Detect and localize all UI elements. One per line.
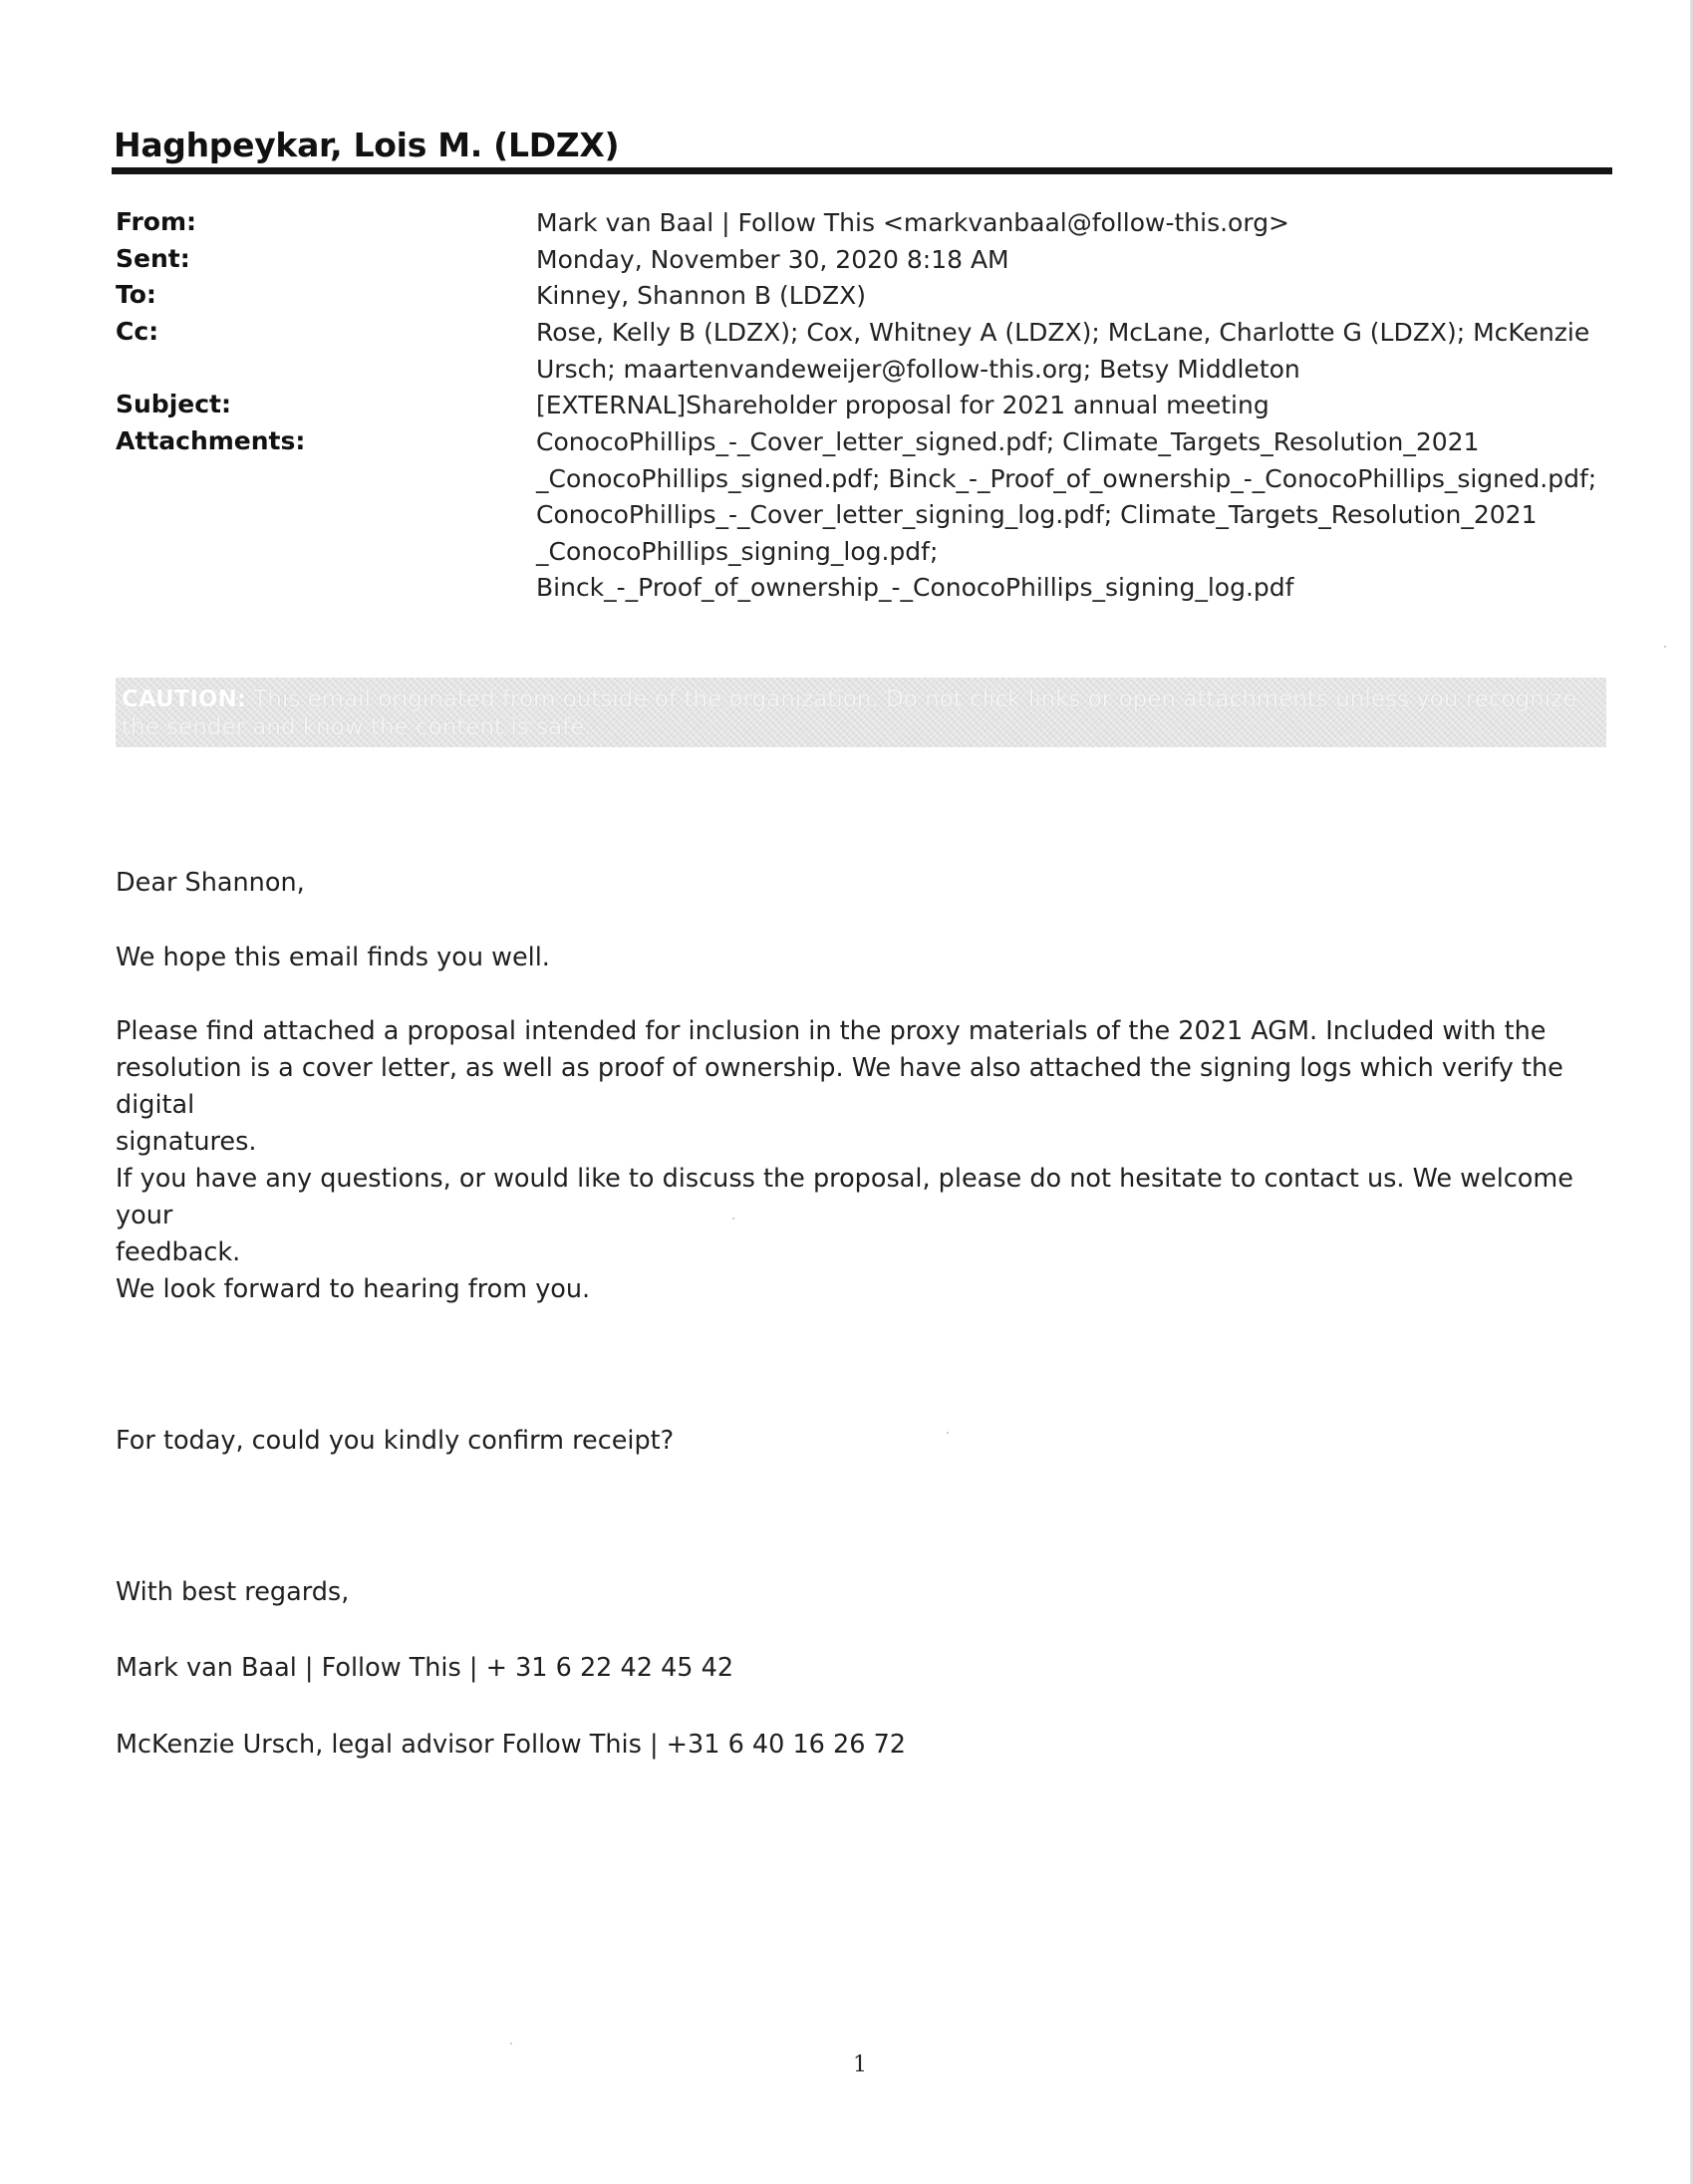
paragraph-2	[116, 1013, 1630, 1161]
attachment-line: _ConocoPhillips_signed.pdf; Binck_-_Proof_of_ownership_-_ConocoPhillips_signed.pdf;	[536, 463, 1597, 493]
paragraph-line: Please find attached a proposal intended for inclusion in the proxy materials of the 2021 AGM. Included with the	[116, 1016, 1547, 1046]
from-value	[536, 205, 1614, 242]
caution-message: This email originated from outside of the organization. Do not click links or open attachments unless you recognize the sender and know the content is safe.	[122, 686, 1577, 740]
external-caution-banner	[116, 678, 1606, 747]
to-value	[536, 278, 1614, 315]
paragraph-5: For today, could you kindly confirm receipt?	[116, 1426, 675, 1456]
subject-label: Subject:	[116, 390, 231, 418]
sent-label: Sent:	[116, 244, 190, 273]
scan-speck	[947, 1432, 949, 1434]
page-edge	[1690, 0, 1694, 2184]
signature-mckenzie-ursch: McKenzie Ursch, legal advisor Follow This | +31 6 40 16 26 72	[116, 1730, 907, 1760]
signature-mark-van-baal: Mark van Baal | Follow This | + 31 6 22 42 45 42	[116, 1653, 734, 1683]
attachment-line: Binck_-_Proof_of_ownership_-_ConocoPhillips_signing_log.pdf	[536, 573, 1294, 602]
sent-line: Monday, November 30, 2020 8:18 AM	[536, 245, 1009, 274]
paragraph-3	[116, 1161, 1630, 1271]
paragraph-4: We look forward to hearing from you.	[116, 1274, 591, 1304]
subject-line: [EXTERNAL]Shareholder proposal for 2021 annual meeting	[536, 391, 1270, 419]
header-rule	[112, 167, 1612, 174]
cc-value	[536, 315, 1614, 388]
attachment-line: ConocoPhillips_-_Cover_letter_signing_log.pdf; Climate_Targets_Resolution_2021	[536, 500, 1538, 529]
page-number: 1	[853, 2052, 867, 2077]
cc-line: Rose, Kelly B (LDZX); Cox, Whitney A (LDZX); McLane, Charlotte G (LDZX); McKenzie	[536, 318, 1590, 347]
cc-label: Cc:	[116, 317, 159, 346]
scan-speck	[732, 1218, 734, 1220]
cc-line: Ursch; maartenvandeweijer@follow-this.org; Betsy Middleton	[536, 354, 1300, 384]
greeting: Dear Shannon,	[116, 868, 305, 898]
paragraph-line: signatures.	[116, 1127, 257, 1157]
from-line: Mark van Baal | Follow This <markvanbaal@follow-this.org>	[536, 208, 1290, 237]
mailbox-owner-name: Haghpeykar, Lois M. (LDZX)	[114, 126, 620, 164]
paragraph-1: We hope this email finds you well.	[116, 943, 550, 972]
paragraph-line: resolution is a cover letter, as well as proof of ownership. We have also attached the signing logs which verify the digital	[116, 1053, 1563, 1120]
to-label: To:	[116, 280, 156, 309]
from-label: From:	[116, 207, 197, 236]
scan-speck	[1664, 646, 1666, 648]
attachment-line: _ConocoPhillips_signing_log.pdf;	[536, 536, 939, 566]
paragraph-line: If you have any questions, or would like to discuss the proposal, please do not hesitate to contact us. We welcome your	[116, 1164, 1573, 1230]
scan-speck	[510, 2043, 512, 2045]
sent-value	[536, 242, 1614, 279]
caution-text	[122, 685, 1596, 741]
attachments-label: Attachments:	[116, 426, 306, 455]
caution-label: CAUTION:	[122, 686, 246, 712]
attachments-value	[536, 424, 1614, 607]
paragraph-line: feedback.	[116, 1237, 241, 1267]
subject-value	[536, 388, 1614, 424]
closing: With best regards,	[116, 1577, 350, 1607]
attachment-line: ConocoPhillips_-_Cover_letter_signed.pdf; Climate_Targets_Resolution_2021	[536, 427, 1480, 456]
to-line: Kinney, Shannon B (LDZX)	[536, 281, 866, 310]
